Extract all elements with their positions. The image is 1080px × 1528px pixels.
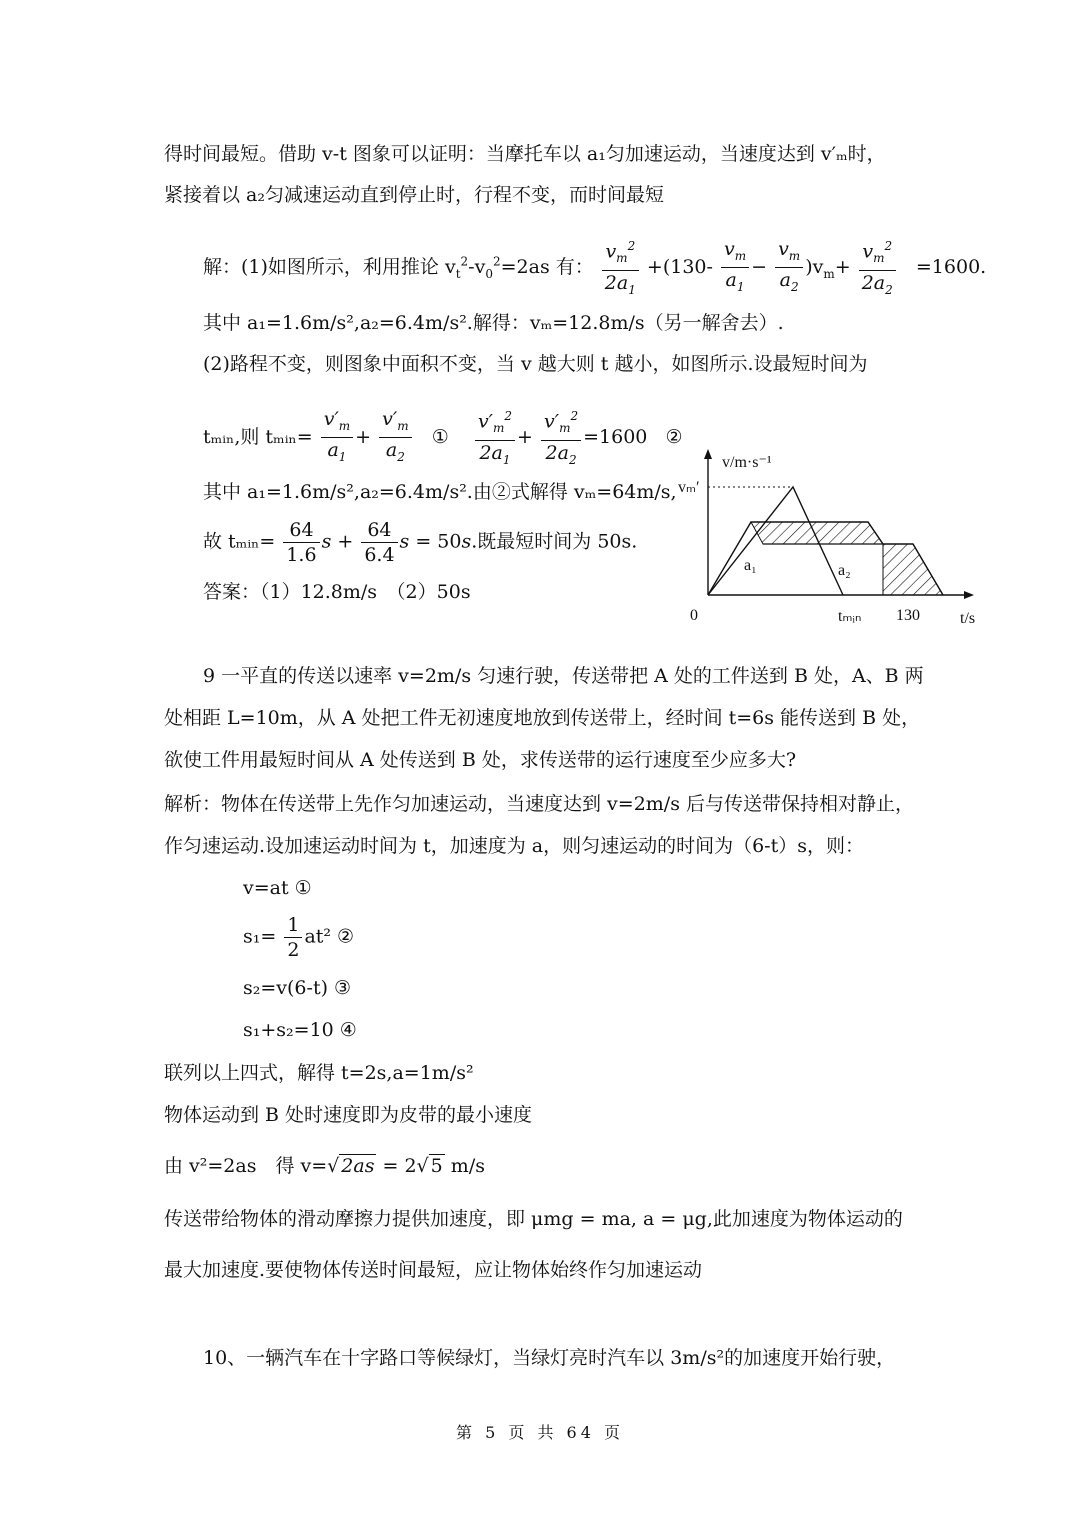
analysis-line: 解析：物体在传送带上先作匀加速运动，当速度达到 v=2m/s 后与传送带保持相对静止， [164,793,914,815]
fraction: $\frac{1}{2}$ [284,913,302,962]
text-fragment: 故 tₘᵢₙ= [203,530,276,553]
question-9-line: 处相距 L=10m，从 A 处把工件无初速度地放到传送带上，经时间 t=6s 能传送到 B 处， [164,707,921,729]
x-axis-arrow [964,591,974,599]
fraction: $\frac{v_m}{a_2}$ [775,237,803,300]
equation-3: s₂=v(6-t) ③ [243,977,352,999]
analysis-line: 联列以上四式，解得 t=2s,a=1m/s² [164,1062,474,1084]
fraction: $\frac{v_m^2}{2a_1}$ [602,234,639,302]
hatched-region-lower [883,544,943,595]
fraction: $\frac{v_m^2}{2a_2}$ [859,234,896,302]
a2-label: a₂ [838,562,851,579]
answer-line: 答案：（1）12.8m/s （2）50s [203,581,471,603]
x-axis-label: t/s [960,610,976,627]
hatched-region-upper [751,522,883,544]
equation-2 [243,913,354,962]
y-axis-label: v/m·s⁻¹ [722,454,772,471]
text-fragment: 解：(1)如图所示，利用推论 v [203,255,456,278]
question-10-line: 10、一辆汽车在十字路口等候绿灯，当绿灯亮时汽车以 3m/s²的加速度开始行驶， [203,1347,896,1369]
text-fragment: 由 v²=2as 得 v= [164,1155,328,1177]
fraction: $\frac{v'_m}{a_1}$ [321,407,353,470]
vm-label: vₘ′ [678,479,700,496]
text-line: 其中 a₁=1.6m/s²,a₂=6.4m/s².解得：vₘ=12.8m/s（另一解舍去）. [203,312,784,334]
origin-label: 0 [690,607,698,624]
text-line: 紧接着以 a₂匀减速运动直到停止时，行程不变，而时间最短 [164,184,664,206]
vt-graph [678,445,988,630]
text-fragment: m/s [450,1155,485,1177]
equation-4: s₁+s₂=10 ④ [243,1019,357,1041]
fraction: $\frac{v'_m^2}{2a_2}$ [541,404,581,472]
fraction: $\frac{v_m}{a_1}$ [721,237,749,300]
analysis-line: 作匀速运动.设加速运动时间为 t，加速度为 a，则匀速运动的时间为（6-t）s，则： [164,835,864,857]
fraction: $\frac{v'_m}{a_2}$ [379,407,411,470]
text-line: 得时间最短。借助 v-t 图象可以证明：当摩托车以 a₁匀加速运动，当速度达到 v′ₘ时， [164,143,886,165]
analysis-line: 传送带给物体的滑动摩擦力提供加速度，即 μmg = ma, a = μg,此加速度为物体运动的 [164,1208,903,1230]
solution-1-equation: 解：(1)如图所示，利用推论 $v_t^2-v_0^2=2as$ 有： $\frac{v_m^2}{2a_1}$ +(130- $\frac{v_m}{a_1}$ − $\frac{v_m}{a_2}$ )$v_m+$ $\frac{v_m^2}{2a_2}$ =1600. [203,234,986,302]
fraction: $\frac{64}{1.6}$ [283,518,319,567]
analysis-line: 最大加速度.要使物体传送时间最短，应让物体始终作匀加速运动 [164,1259,703,1281]
text-fragment: =2as 有： [500,255,594,278]
page-footer: 第 5 页 共 64 页 [456,1423,624,1442]
text-line: 其中 a₁=1.6m/s²,a₂=6.4m/s².由②式解得 vₘ=64m/s, [203,481,677,503]
fraction: $\frac{64}{6.4}$ [361,518,397,567]
text-fragment: =1600. [915,255,987,278]
question-9-line: 9 一平直的传送以速率 v=2m/s 匀速行驶，传送带把 A 处的工件送到 B 处，A、B 两 [203,665,924,687]
analysis-line: 物体运动到 B 处时速度即为皮带的最小速度 [164,1104,533,1126]
tmin-equation: tₘᵢₙ,则 tₘᵢₙ= $\frac{v'_m}{a_1}$ + $\frac{v'_m}{a_2}$ ① $\frac{v'_m^2}{2a_1}$ + $\frac{v'_m^2}{2a_2}$ =1600 ② [203,404,683,472]
question-9-line: 欲使工件用最短时间从 A 处传送到 B 处，求传送带的运行速度至少应多大? [164,749,797,771]
circled-number: ② [665,425,683,448]
text-fragment: =1600 [583,425,648,448]
circled-number: ① [431,425,449,448]
velocity-result: 由 v²=2as 得 v=√ 2as = 2√ 5 m/s [164,1155,485,1177]
fraction: $\frac{v'_m^2}{2a_1}$ [475,404,515,472]
text-fragment: at² ② [304,925,355,948]
text-fragment: .既最短时间为 50s. [471,530,638,553]
a1-label: a₁ [744,557,757,574]
y-axis-arrow [704,449,712,459]
text-fragment: tₘᵢₙ,则 tₘᵢₙ= [203,425,313,448]
text-line: (2)路程不变，则图象中面积不变，当 v 越大则 t 越小，如图所示.设最短时间为 [203,353,868,375]
text-fragment: s₁= [243,925,277,948]
equation-1: v=at ① [243,877,312,899]
tmin-result: 故 tₘᵢₙ= $\frac{64}{1.6}$ s + $\frac{64}{6.4}$ s = 50s.既最短时间为 50s. [203,519,638,566]
tmin-label: tₘᵢₙ [838,608,862,625]
t130-label: 130 [896,607,920,624]
